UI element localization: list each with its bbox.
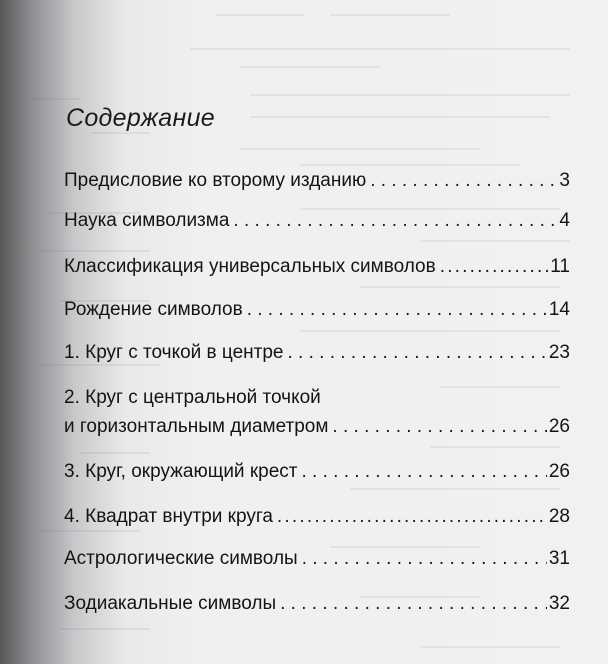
toc-entry-page: 28 [548,506,570,527]
toc-entry[interactable] [64,460,570,484]
toc-entry-title: 4. Квадрат внутри круга [64,506,273,527]
toc-entry-title: 3. Круг, окружающий крест [64,461,298,482]
dot-leader [440,255,549,279]
toc-heading: Содержание [66,104,215,132]
toc-entry-page: 26 [548,416,570,437]
toc-entry-title: Предисловие ко второму изданию [64,170,367,191]
dot-leader [301,460,546,484]
toc-entry[interactable] [64,547,570,571]
toc-entry[interactable] [64,169,570,193]
dot-leader [247,298,547,322]
toc-entry-page: 4 [559,210,570,231]
toc-entry-title-line1: 2. Круг с центральной точкой [64,387,321,408]
toc-entry-page: 11 [550,256,570,277]
toc-entry[interactable] [64,505,570,529]
toc-entry-title-line2: и горизонтальным диаметром [64,416,329,437]
toc-entry-title: Зодиакальные символы [64,593,277,614]
toc-entry-page: 31 [548,548,570,569]
toc-entry-page: 14 [548,299,570,320]
toc-entry-title: 1. Круг с точкой в центре [64,342,284,363]
toc-entry-title: Наука символизма [64,210,230,231]
toc-entry-page: 23 [548,342,570,363]
toc-entry[interactable] [64,386,570,439]
toc-entry-title: Классификация универсальных символов [64,256,436,277]
dot-leader [277,505,547,529]
dot-leader [302,547,547,571]
toc-entry[interactable] [64,592,570,616]
toc-entry-title: Астрологические символы [64,548,298,569]
toc-entry[interactable] [64,298,570,322]
dot-leader [370,169,557,193]
toc-entry-page: 32 [548,593,570,614]
toc-entry-page: 3 [559,170,570,191]
toc-entry-title: Рождение символов [64,299,243,320]
toc-entry[interactable] [64,341,570,365]
dot-leader [233,209,557,233]
toc-entry[interactable] [64,209,570,233]
dot-leader [332,415,546,439]
dot-leader [288,341,547,365]
toc-entry-page: 26 [548,461,570,482]
dot-leader [280,592,547,616]
toc-entry[interactable] [64,255,570,279]
